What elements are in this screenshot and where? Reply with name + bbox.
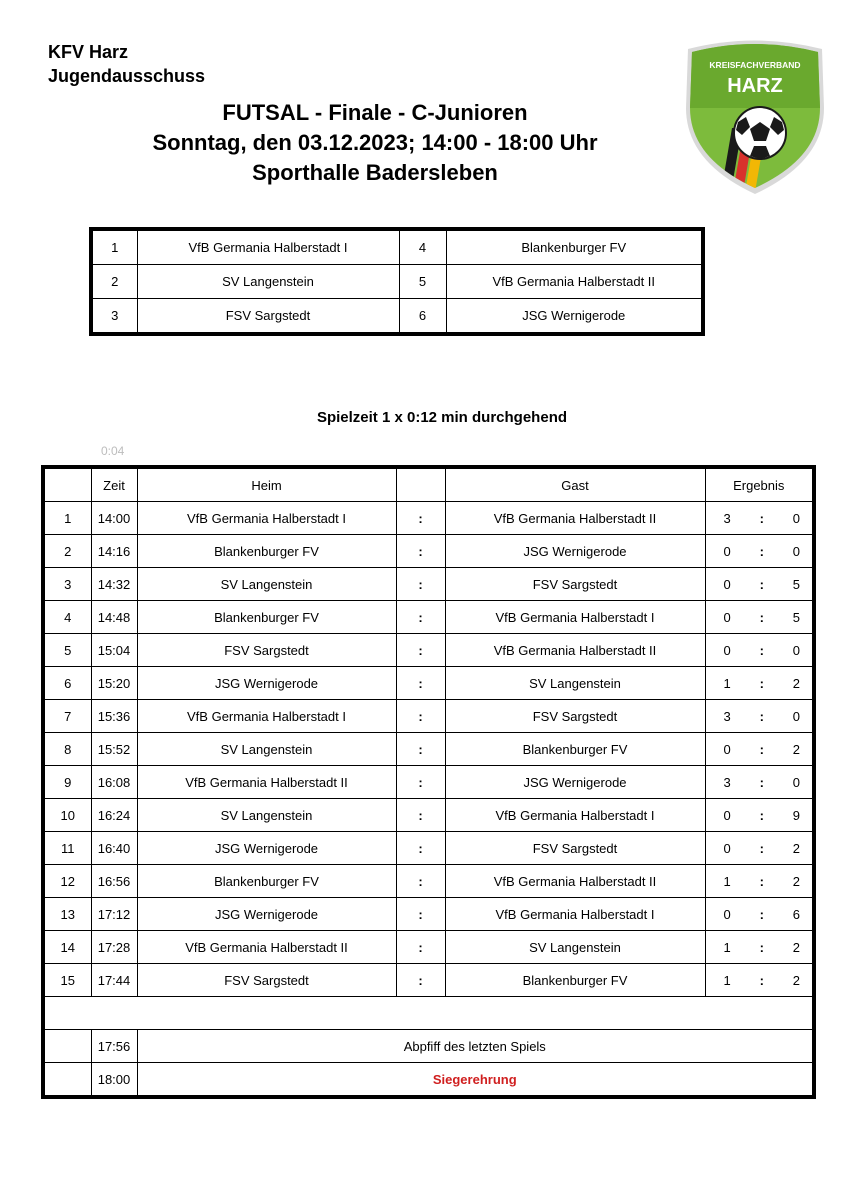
match-row: [43, 733, 814, 766]
match-number: 1: [43, 502, 91, 535]
match-result: [705, 502, 814, 535]
time-offset: 0:04: [101, 444, 125, 458]
home-team: Blankenburger FV: [137, 601, 396, 634]
away-score: 2: [792, 972, 800, 988]
schedule-header-row: [43, 467, 814, 502]
vs-separator: :: [396, 964, 445, 997]
vs-separator: :: [396, 799, 445, 832]
home-score: 1: [723, 873, 731, 889]
away-team: Blankenburger FV: [445, 733, 705, 766]
team-name: SV Langenstein: [137, 265, 399, 299]
footer-row: [43, 1030, 814, 1063]
match-time: 17:44: [91, 964, 137, 997]
vs-separator: :: [396, 931, 445, 964]
spacer-cell: [43, 997, 814, 1030]
home-score: 0: [723, 543, 731, 559]
footer-time: 17:56: [91, 1030, 137, 1063]
away-score: 6: [792, 906, 800, 922]
match-number: 7: [43, 700, 91, 733]
home-team: JSG Wernigerode: [137, 898, 396, 931]
match-result: [705, 535, 814, 568]
team-number: 4: [399, 229, 446, 265]
home-team: SV Langenstein: [137, 733, 396, 766]
match-time: 16:24: [91, 799, 137, 832]
team-number: 1: [91, 229, 137, 265]
vs-separator: :: [396, 865, 445, 898]
score-colon: :: [759, 675, 764, 691]
match-time: 15:04: [91, 634, 137, 667]
home-score: 0: [723, 741, 731, 757]
match-time: 16:40: [91, 832, 137, 865]
home-score: 3: [723, 708, 731, 724]
team-name: Blankenburger FV: [446, 229, 703, 265]
team-row: [91, 265, 703, 299]
home-team: JSG Wernigerode: [137, 832, 396, 865]
org-name: KFV Harz: [48, 42, 129, 62]
match-time: 15:20: [91, 667, 137, 700]
home-team: Blankenburger FV: [137, 535, 396, 568]
home-team: VfB Germania Halberstadt II: [137, 766, 396, 799]
home-score: 0: [723, 609, 731, 625]
score-colon: :: [759, 939, 764, 955]
away-score: 2: [792, 939, 800, 955]
header-ergebnis: Ergebnis: [705, 467, 814, 502]
match-time: 15:36: [91, 700, 137, 733]
match-row: [43, 700, 814, 733]
page-title: [0, 98, 750, 188]
away-team: VfB Germania Halberstadt II: [445, 865, 705, 898]
score-colon: :: [759, 774, 764, 790]
match-row: [43, 535, 814, 568]
score-colon: :: [759, 741, 764, 757]
vs-separator: :: [396, 634, 445, 667]
away-score: 0: [792, 510, 800, 526]
team-name: VfB Germania Halberstadt I: [137, 229, 399, 265]
vs-separator: :: [396, 898, 445, 931]
match-result: [705, 733, 814, 766]
score-colon: :: [759, 510, 764, 526]
home-score: 0: [723, 840, 731, 856]
away-team: JSG Wernigerode: [445, 535, 705, 568]
soccer-ball-icon: [734, 107, 786, 159]
away-score: 2: [792, 873, 800, 889]
away-team: FSV Sargstedt: [445, 700, 705, 733]
away-score: 2: [792, 675, 800, 691]
title-line-3: Sporthalle Badersleben: [252, 160, 498, 185]
match-time: 16:56: [91, 865, 137, 898]
home-score: 1: [723, 972, 731, 988]
match-row: [43, 931, 814, 964]
header-heim: Heim: [137, 467, 396, 502]
home-team: SV Langenstein: [137, 799, 396, 832]
match-number: 14: [43, 931, 91, 964]
away-team: VfB Germania Halberstadt II: [445, 502, 705, 535]
home-score: 1: [723, 675, 731, 691]
match-number: 4: [43, 601, 91, 634]
away-team: Blankenburger FV: [445, 964, 705, 997]
match-time: 17:28: [91, 931, 137, 964]
kfv-harz-logo: [680, 38, 830, 196]
away-team: VfB Germania Halberstadt I: [445, 601, 705, 634]
match-row: [43, 601, 814, 634]
final-whistle-label: Abpfiff des letzten Spiels: [137, 1030, 814, 1063]
away-score: 2: [792, 741, 800, 757]
footer-blank: [43, 1030, 91, 1063]
teams-table: [89, 227, 705, 336]
home-score: 1: [723, 939, 731, 955]
spacer-row: [43, 997, 814, 1030]
match-result: [705, 667, 814, 700]
team-name: FSV Sargstedt: [137, 299, 399, 335]
home-score: 3: [723, 510, 731, 526]
home-team: VfB Germania Halberstadt I: [137, 700, 396, 733]
header-gast: Gast: [445, 467, 705, 502]
match-row: [43, 502, 814, 535]
match-time: 14:00: [91, 502, 137, 535]
match-row: [43, 832, 814, 865]
match-time: 17:12: [91, 898, 137, 931]
match-row: [43, 667, 814, 700]
team-number: 2: [91, 265, 137, 299]
header-zeit: Zeit: [91, 467, 137, 502]
title-line-1: FUTSAL - Finale - C-Junioren: [222, 100, 528, 125]
org-committee: Jugendausschuss: [48, 66, 206, 86]
home-score: 0: [723, 906, 731, 922]
score-colon: :: [759, 576, 764, 592]
team-name: JSG Wernigerode: [446, 299, 703, 335]
vs-separator: :: [396, 733, 445, 766]
score-colon: :: [759, 972, 764, 988]
organization-header: [48, 40, 205, 88]
home-team: VfB Germania Halberstadt II: [137, 931, 396, 964]
match-row: [43, 865, 814, 898]
match-result: [705, 931, 814, 964]
team-number: 6: [399, 299, 446, 335]
away-score: 9: [792, 807, 800, 823]
match-row: [43, 766, 814, 799]
score-colon: :: [759, 543, 764, 559]
away-team: JSG Wernigerode: [445, 766, 705, 799]
team-number: 5: [399, 265, 446, 299]
match-row: [43, 898, 814, 931]
match-number: 3: [43, 568, 91, 601]
score-colon: :: [759, 840, 764, 856]
away-team: SV Langenstein: [445, 931, 705, 964]
vs-separator: :: [396, 832, 445, 865]
away-score: 0: [792, 708, 800, 724]
match-time: 14:16: [91, 535, 137, 568]
match-result: [705, 568, 814, 601]
match-result: [705, 865, 814, 898]
home-score: 0: [723, 576, 731, 592]
away-team: FSV Sargstedt: [445, 832, 705, 865]
away-score: 5: [792, 609, 800, 625]
match-row: [43, 799, 814, 832]
score-colon: :: [759, 873, 764, 889]
schedule-table: [41, 465, 816, 1099]
home-team: FSV Sargstedt: [137, 964, 396, 997]
away-score: 0: [792, 774, 800, 790]
match-time: 15:52: [91, 733, 137, 766]
vs-separator: :: [396, 601, 445, 634]
match-time: 14:32: [91, 568, 137, 601]
match-result: [705, 799, 814, 832]
match-result: [705, 964, 814, 997]
vs-separator: :: [396, 667, 445, 700]
footer-row: [43, 1063, 814, 1098]
home-team: Blankenburger FV: [137, 865, 396, 898]
team-number: 3: [91, 299, 137, 335]
away-score: 0: [792, 642, 800, 658]
vs-separator: :: [396, 502, 445, 535]
vs-separator: :: [396, 568, 445, 601]
score-colon: :: [759, 708, 764, 724]
match-result: [705, 898, 814, 931]
vs-separator: :: [396, 535, 445, 568]
match-number: 6: [43, 667, 91, 700]
match-time: 16:08: [91, 766, 137, 799]
match-number: 10: [43, 799, 91, 832]
away-score: 2: [792, 840, 800, 856]
title-line-2: Sonntag, den 03.12.2023; 14:00 - 18:00 Uhr: [152, 130, 598, 155]
away-team: VfB Germania Halberstadt I: [445, 898, 705, 931]
award-ceremony-label: Siegerehrung: [137, 1063, 814, 1098]
away-team: FSV Sargstedt: [445, 568, 705, 601]
footer-time: 18:00: [91, 1063, 137, 1098]
match-result: [705, 700, 814, 733]
home-team: VfB Germania Halberstadt I: [137, 502, 396, 535]
away-score: 5: [792, 576, 800, 592]
match-time: 14:48: [91, 601, 137, 634]
score-colon: :: [759, 906, 764, 922]
logo-main-text: HARZ: [727, 75, 783, 97]
score-colon: :: [759, 642, 764, 658]
match-number: 9: [43, 766, 91, 799]
match-result: [705, 832, 814, 865]
header-sep: [396, 467, 445, 502]
away-score: 0: [792, 543, 800, 559]
match-number: 11: [43, 832, 91, 865]
match-number: 5: [43, 634, 91, 667]
score-colon: :: [759, 807, 764, 823]
score-colon: :: [759, 609, 764, 625]
game-duration-note: Spielzeit 1 x 0:12 min durchgehend: [316, 409, 568, 426]
vs-separator: :: [396, 700, 445, 733]
match-number: 12: [43, 865, 91, 898]
match-row: [43, 634, 814, 667]
match-number: 8: [43, 733, 91, 766]
match-number: 2: [43, 535, 91, 568]
match-number: 15: [43, 964, 91, 997]
home-team: SV Langenstein: [137, 568, 396, 601]
team-name: VfB Germania Halberstadt II: [446, 265, 703, 299]
away-team: VfB Germania Halberstadt II: [445, 634, 705, 667]
away-team: VfB Germania Halberstadt I: [445, 799, 705, 832]
home-team: JSG Wernigerode: [137, 667, 396, 700]
logo-top-text: KREISFACHVERBAND: [709, 60, 801, 70]
home-score: 0: [723, 642, 731, 658]
match-result: [705, 766, 814, 799]
footer-blank: [43, 1063, 91, 1098]
team-row: [91, 299, 703, 335]
match-row: [43, 568, 814, 601]
vs-separator: :: [396, 766, 445, 799]
match-result: [705, 601, 814, 634]
home-team: FSV Sargstedt: [137, 634, 396, 667]
team-row: [91, 229, 703, 265]
home-score: 3: [723, 774, 731, 790]
match-result: [705, 634, 814, 667]
match-number: 13: [43, 898, 91, 931]
header-nr: [43, 467, 91, 502]
away-team: SV Langenstein: [445, 667, 705, 700]
home-score: 0: [723, 807, 731, 823]
match-row: [43, 964, 814, 997]
